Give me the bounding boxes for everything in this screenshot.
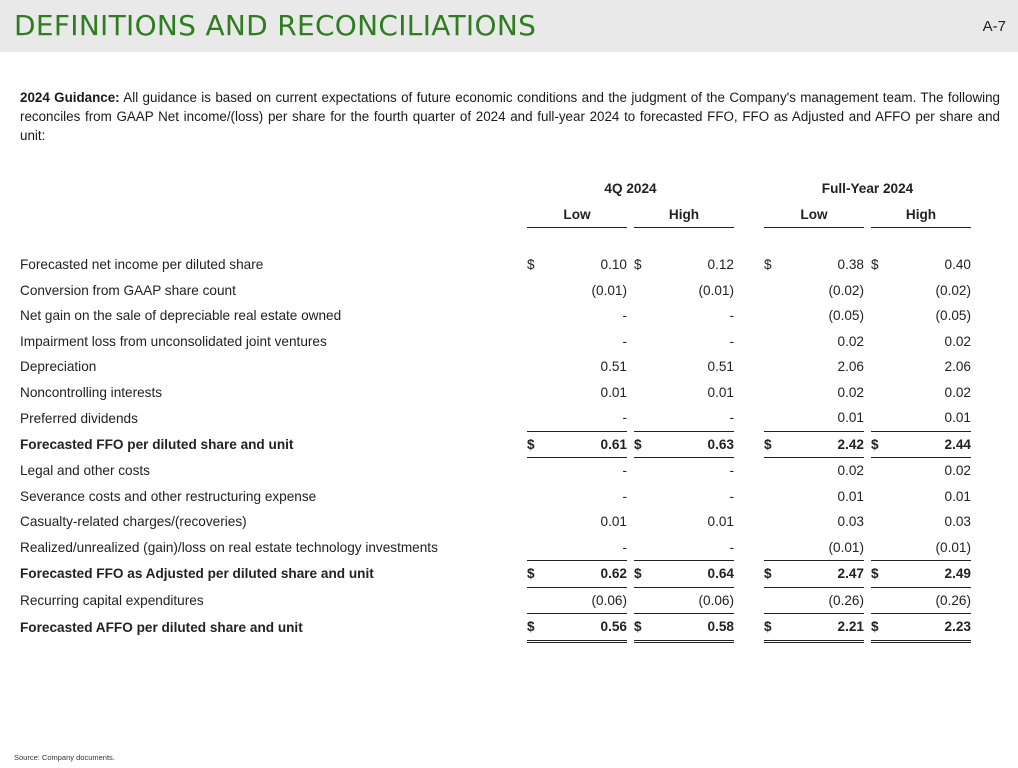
value-fy-low: 2.06 [837, 359, 864, 375]
value-4q-low: (0.01) [591, 282, 627, 298]
value-4q-low: - [547, 535, 627, 561]
dollar-sign [634, 303, 654, 329]
dollar-sign [871, 535, 891, 561]
value-4q-high: 0.64 [654, 561, 734, 588]
dollar-sign [871, 484, 891, 510]
page-number: A-7 [982, 18, 1006, 35]
intro-text: All guidance is based on current expectations of future economic conditions and the judgment of the Company's management team. The following reconciles from GAAP Net income/(loss) per share for the fourth quarter of 2024 and full-year 2024 to forecasted FFO, FFO as Adjusted and AFFO per share and unit: [20, 90, 1000, 143]
row-label: Realized/unrealized (gain)/loss on real estate technology investments [20, 540, 438, 555]
table-row [20, 278, 971, 304]
table-row [20, 509, 971, 535]
intro-paragraph [20, 88, 1000, 145]
value-fy-low: (0.26) [784, 587, 864, 614]
page-title: DEFINITIONS AND RECONCILIATIONS [14, 9, 537, 42]
dollar-sign: $ [871, 561, 891, 588]
row-label: Forecasted FFO per diluted share and unit [20, 436, 294, 452]
dollar-sign [871, 354, 891, 380]
row-label: Severance costs and other restructuring expense [20, 488, 317, 504]
row-label: Legal and other costs [20, 463, 150, 478]
dollar-sign [634, 484, 654, 510]
dollar-sign [871, 380, 891, 406]
row-label: Preferred dividends [20, 410, 138, 426]
value-fy-low: 0.01 [784, 405, 864, 431]
dollar-sign [634, 587, 654, 614]
row-label: Conversion from GAAP share count [20, 282, 236, 298]
row-label: Impairment loss from unconsolidated joint ventures [20, 333, 327, 349]
row-label: Noncontrolling interests [20, 384, 163, 400]
intro-lead: 2024 Guidance: [20, 90, 120, 105]
row-label: Forecasted FFO as Adjusted per diluted share and unit [20, 566, 374, 582]
dollar-sign [527, 535, 547, 561]
dollar-sign [634, 405, 654, 431]
value-fy-low: 0.03 [837, 514, 864, 530]
dollar-sign: $ [764, 431, 784, 458]
dollar-sign [527, 587, 547, 614]
dollar-sign: $ [527, 561, 547, 588]
row-label: Recurring capital expenditures [20, 592, 204, 608]
value-fy-low: 0.02 [837, 333, 864, 349]
dollar-sign [764, 278, 784, 304]
dollar-sign [764, 354, 784, 380]
table-row [20, 614, 971, 642]
header-bar [0, 0, 1018, 52]
value-4q-low: - [622, 308, 627, 324]
dollar-sign [527, 303, 547, 329]
dollar-sign [764, 535, 784, 561]
value-fy-high: (0.02) [935, 282, 971, 298]
value-4q-low: 0.01 [600, 384, 627, 400]
table-row [20, 252, 971, 278]
table-row [20, 303, 971, 329]
value-fy-low: 0.38 [837, 257, 864, 273]
dollar-sign [764, 303, 784, 329]
dollar-sign [871, 278, 891, 304]
value-4q-high: (0.01) [698, 282, 734, 298]
value-fy-high: 0.02 [944, 333, 971, 349]
table-row [20, 405, 971, 431]
period-header-full-year: Full-Year 2024 [821, 181, 914, 197]
dollar-sign [871, 587, 891, 614]
table-row [20, 587, 971, 614]
dollar-sign [764, 509, 784, 535]
value-fy-low: 0.02 [837, 384, 864, 400]
value-4q-low: - [622, 488, 627, 504]
dollar-sign [871, 509, 891, 535]
row-label: Depreciation [20, 359, 97, 375]
dollar-sign [634, 509, 654, 535]
dollar-sign [764, 484, 784, 510]
value-fy-high: 0.02 [944, 384, 971, 400]
dollar-sign [634, 380, 654, 406]
reconciliation-rows [20, 252, 971, 641]
table-row [20, 458, 971, 484]
value-fy-high: 0.01 [944, 488, 971, 504]
value-fy-low: 2.21 [784, 614, 864, 642]
dollar-sign [871, 329, 891, 355]
dollar-sign: $ [634, 431, 654, 458]
value-4q-high: 0.01 [707, 514, 734, 530]
dollar-sign [527, 329, 547, 355]
dollar-sign: $ [634, 257, 642, 273]
dollar-sign [634, 458, 654, 484]
value-fy-high: 2.23 [891, 614, 971, 642]
value-fy-high: 0.40 [944, 257, 971, 273]
value-4q-low: 0.51 [600, 359, 627, 375]
dollar-sign [527, 380, 547, 406]
dollar-sign [764, 329, 784, 355]
label-header [20, 176, 527, 202]
table-row [20, 484, 971, 510]
value-4q-high: 0.51 [707, 359, 734, 375]
value-4q-low: - [547, 405, 627, 431]
value-4q-high: (0.06) [654, 587, 734, 614]
subheader-4q-low: Low [527, 202, 627, 228]
value-fy-high: 2.06 [944, 359, 971, 375]
value-4q-low: 0.56 [547, 614, 627, 642]
value-fy-low: (0.02) [828, 282, 864, 298]
value-fy-low: 0.01 [837, 488, 864, 504]
value-fy-high: 0.02 [944, 463, 971, 479]
dollar-sign [634, 329, 654, 355]
source-note: Source: Company documents. [14, 753, 115, 762]
dollar-sign: $ [764, 257, 772, 273]
value-fy-high: 0.01 [891, 405, 971, 431]
dollar-sign: $ [634, 614, 654, 642]
subheader-fy-low: Low [764, 202, 864, 228]
table-row [20, 561, 971, 588]
table-row [20, 354, 971, 380]
dollar-sign: $ [871, 431, 891, 458]
row-label: Casualty-related charges/(recoveries) [20, 514, 247, 530]
dollar-sign [527, 354, 547, 380]
dollar-sign: $ [764, 614, 784, 642]
value-4q-low: 0.62 [547, 561, 627, 588]
value-fy-high: 2.44 [891, 431, 971, 458]
dollar-sign: $ [634, 561, 654, 588]
value-4q-high: 0.63 [654, 431, 734, 458]
value-4q-low: (0.06) [547, 587, 627, 614]
value-4q-high: 0.01 [707, 384, 734, 400]
value-fy-low: 2.47 [784, 561, 864, 588]
subheader-4q-high: High [634, 202, 734, 228]
dollar-sign [527, 405, 547, 431]
value-fy-low: (0.05) [828, 308, 864, 324]
dollar-sign: $ [527, 614, 547, 642]
dollar-sign: $ [527, 431, 547, 458]
value-4q-high: - [729, 463, 734, 479]
dollar-sign [527, 509, 547, 535]
dollar-sign [634, 354, 654, 380]
value-4q-high: 0.58 [654, 614, 734, 642]
dollar-sign [871, 405, 891, 431]
dollar-sign: $ [871, 614, 891, 642]
dollar-sign: $ [764, 561, 784, 588]
dollar-sign [764, 380, 784, 406]
dollar-sign [527, 484, 547, 510]
dollar-sign [764, 458, 784, 484]
dollar-sign [871, 458, 891, 484]
value-fy-high: 0.03 [944, 514, 971, 530]
dollar-sign [634, 278, 654, 304]
row-label: Net gain on the sale of depreciable real estate owned [20, 308, 342, 324]
dollar-sign [764, 587, 784, 614]
value-4q-low: - [622, 333, 627, 349]
value-fy-low: 2.42 [784, 431, 864, 458]
dollar-sign: $ [871, 257, 879, 273]
value-4q-high: - [654, 535, 734, 561]
row-label: Forecasted AFFO per diluted share and unit [20, 619, 303, 635]
value-4q-high: - [654, 405, 734, 431]
table-row [20, 431, 971, 458]
value-4q-high: - [729, 488, 734, 504]
value-4q-high: - [729, 333, 734, 349]
value-4q-low: 0.10 [600, 257, 627, 273]
subheader-fy-high: High [871, 202, 971, 228]
value-fy-high: (0.26) [891, 587, 971, 614]
value-fy-high: 2.49 [891, 561, 971, 588]
value-fy-low: 0.02 [837, 463, 864, 479]
value-4q-high: - [729, 308, 734, 324]
table-row [20, 380, 971, 406]
value-4q-low: 0.01 [600, 514, 627, 530]
value-4q-low: - [622, 463, 627, 479]
dollar-sign [527, 458, 547, 484]
dollar-sign [764, 405, 784, 431]
table-row [20, 535, 971, 561]
table-row [20, 329, 971, 355]
value-fy-high: (0.01) [891, 535, 971, 561]
dollar-sign [634, 535, 654, 561]
dollar-sign [871, 303, 891, 329]
period-header-4q: 4Q 2024 [604, 181, 657, 197]
dollar-sign [527, 278, 547, 304]
dollar-sign: $ [527, 257, 535, 273]
row-label: Forecasted net income per diluted share [20, 257, 264, 273]
reconciliation-table [20, 176, 971, 643]
value-fy-high: (0.05) [935, 308, 971, 324]
value-4q-high: 0.12 [707, 257, 734, 273]
value-4q-low: 0.61 [547, 431, 627, 458]
value-fy-low: (0.01) [784, 535, 864, 561]
